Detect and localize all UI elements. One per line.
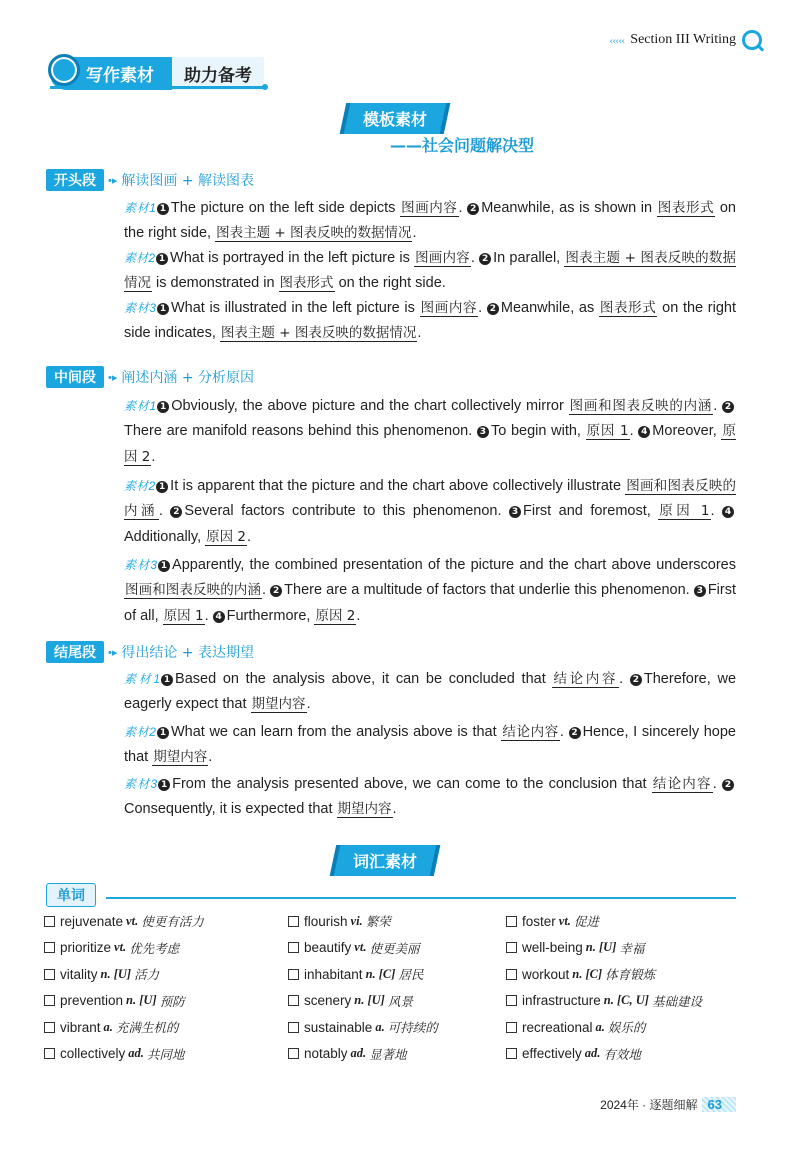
section-desc: 阐述内涵 + 分析原因 — [121, 370, 255, 386]
vocab-item — [44, 992, 185, 1010]
vocab-word: rejuvenate — [60, 913, 124, 929]
vocab-pos: ad. — [350, 1046, 367, 1060]
vocab-meaning: 优先考虑 — [129, 940, 180, 956]
checkbox-icon[interactable] — [44, 969, 55, 980]
section-title: Section III Writing — [630, 32, 736, 47]
vocab-meaning: 共同地 — [146, 1046, 185, 1062]
vocab-pos: a. — [375, 1019, 385, 1034]
text-span: Therefore, we eagerly expect that — [124, 671, 737, 713]
section-opening — [46, 169, 254, 191]
placeholder-blank: 结论内容 — [652, 776, 712, 792]
vocab-pos: n. [U] — [126, 993, 157, 1007]
text-span: Furthermore, — [226, 607, 315, 624]
number-badge: 2 — [487, 303, 499, 315]
text-span: Several factors contribute to this phenomenon. — [184, 503, 509, 520]
vocab-meaning: 可持续的 — [387, 1020, 438, 1035]
vocab-meaning: 使更美丽 — [369, 940, 420, 956]
vocab-divider — [106, 897, 736, 899]
placeholder-blank: 期望内容 — [337, 801, 392, 818]
vocab-pos: vi. — [350, 913, 363, 928]
vocab-pos: n. [U] — [585, 940, 617, 954]
vocab-word: flourish — [304, 913, 348, 929]
vocab-item — [506, 965, 655, 983]
checkbox-icon[interactable] — [44, 1048, 55, 1059]
title-underline-dot — [262, 84, 268, 90]
ending-sample-2 — [124, 720, 736, 771]
number-badge: 1 — [158, 560, 170, 572]
number-badge: 3 — [694, 585, 706, 597]
middle-sample-3 — [124, 553, 736, 629]
vocab-pos: vt. — [558, 913, 571, 928]
vocab-item — [288, 992, 413, 1010]
text-span: is demonstrated in — [152, 275, 279, 292]
template-banner-text: 模板素材 — [363, 110, 428, 129]
text-span: . — [412, 225, 417, 242]
text-span: It is apparent that the picture and the chart above collectively illustrate — [170, 478, 626, 494]
middle-sample-1 — [124, 394, 736, 470]
text-span: What is portrayed in the left picture is — [170, 250, 415, 266]
vocab-item — [288, 1018, 438, 1036]
text-span: . — [158, 503, 171, 520]
number-badge: 2 — [467, 203, 479, 215]
opening-sample-2 — [124, 246, 736, 297]
vocab-word: vitality — [60, 966, 98, 982]
vocab-pos: n. [U] — [354, 993, 385, 1007]
text-span: . — [247, 528, 252, 545]
text-span: . — [392, 801, 397, 818]
placeholder-blank: 原因 1 — [163, 607, 204, 624]
vocab-meaning: 使更有活力 — [141, 914, 204, 929]
vocab-meaning: 居民 — [398, 967, 424, 982]
checkbox-icon[interactable] — [288, 1048, 299, 1059]
vocab-word: workout — [522, 966, 570, 982]
vocab-word: foster — [522, 913, 556, 929]
vocab-word: infrastructure — [522, 993, 601, 1008]
text-span: The picture on the left side depicts — [170, 200, 401, 216]
vocab-meaning: 有效地 — [603, 1046, 641, 1062]
checkbox-icon[interactable] — [288, 1022, 299, 1033]
vocab-pos: ad. — [584, 1046, 601, 1060]
placeholder-blank: 结论内容 — [502, 724, 559, 740]
placeholder-blank: 原因 2 — [315, 607, 356, 624]
opening-sample-3 — [124, 296, 736, 347]
number-badge: 4 — [722, 506, 734, 518]
text-span: . — [151, 448, 156, 465]
vocab-word: well-being — [522, 940, 583, 955]
number-badge: 1 — [157, 303, 169, 315]
vocab-meaning: 促进 — [573, 914, 599, 929]
placeholder-blank: 图画内容 — [415, 250, 470, 266]
vocab-pos: a. — [103, 1019, 113, 1034]
vocab-item — [506, 992, 702, 1010]
vocab-meaning: 风景 — [387, 993, 413, 1009]
sample-label: 素材1 — [124, 201, 156, 215]
vocab-pos: n. [C] — [572, 966, 603, 981]
placeholder-blank: 原因 2 — [206, 528, 247, 545]
text-span: . — [629, 423, 639, 440]
opening-sample-1 — [124, 196, 736, 247]
vocab-item — [506, 1045, 641, 1063]
checkbox-icon[interactable] — [506, 1048, 517, 1059]
text-span: Meanwhile, as is shown in — [481, 200, 657, 216]
text-span: There are a multitude of factors that underlie this phenomenon. — [284, 582, 694, 599]
page-number: 63 — [702, 1097, 736, 1112]
vocab-item — [44, 1018, 178, 1036]
vocab-meaning: 幸福 — [619, 940, 645, 956]
ending-sample-1 — [124, 667, 736, 718]
vocab-tag: 单词 — [46, 883, 96, 907]
number-badge: 1 — [157, 203, 169, 215]
placeholder-blank: 图画内容 — [420, 300, 478, 316]
page-title — [50, 57, 172, 90]
middle-sample-2 — [124, 474, 736, 550]
vocab-item — [506, 912, 599, 930]
vocab-word: scenery — [304, 993, 352, 1008]
text-span: Hence, I sincerely hope that — [124, 724, 736, 766]
checkbox-icon[interactable] — [288, 969, 299, 980]
placeholder-blank: 原因 1 — [586, 423, 629, 440]
vocab-pos: ad. — [128, 1046, 144, 1060]
text-span: on the right side. — [334, 275, 446, 292]
placeholder-blank: 期望内容 — [251, 696, 306, 713]
checkbox-icon[interactable] — [506, 916, 517, 927]
sample-label: 素材2 — [124, 251, 156, 265]
placeholder-blank: 图表主题 + 图表反映的数据情况 — [220, 325, 417, 342]
placeholder-blank: 图表形式 — [599, 300, 657, 316]
vocab-word: effectively — [522, 1046, 582, 1061]
page-title-bar — [50, 58, 264, 88]
number-badge: 1 — [161, 674, 173, 686]
number-badge: 2 — [170, 506, 182, 518]
vocab-item — [44, 939, 179, 957]
placeholder-blank: 图画内容 — [401, 200, 458, 216]
number-badge: 2 — [270, 585, 282, 597]
text-span: . — [458, 200, 468, 216]
vocab-meaning: 活力 — [134, 967, 160, 982]
checkbox-icon[interactable] — [506, 942, 517, 953]
template-subtitle: ——社会问题解决型 — [390, 136, 535, 155]
placeholder-blank: 图画和图表反映的内涵 — [569, 398, 713, 414]
number-badge: 2 — [569, 727, 581, 739]
text-span: First of all, — [124, 582, 737, 624]
sample-label: 素材3 — [124, 777, 158, 791]
section-tag: 中间段 — [46, 366, 104, 388]
section-middle — [46, 366, 254, 388]
search-q-icon — [742, 30, 762, 50]
placeholder-blank: 原因 1 — [659, 503, 710, 520]
title-underline — [50, 86, 265, 89]
checkbox-icon[interactable] — [506, 1022, 517, 1033]
vocab-pos: n. [U] — [100, 966, 132, 981]
number-badge: 3 — [509, 506, 521, 518]
vocab-pos: n. [C, U] — [603, 993, 649, 1007]
arrow-icon: •▸ — [108, 646, 118, 659]
section-desc: 得出结论 + 表达期望 — [121, 645, 255, 661]
vocab-banner-text: 词汇素材 — [353, 852, 418, 871]
vocab-item — [506, 939, 644, 957]
vocab-meaning: 娱乐的 — [607, 1020, 646, 1035]
vocab-pos: a. — [595, 1019, 605, 1034]
section-tag: 结尾段 — [46, 641, 104, 663]
vocab-meaning: 预防 — [159, 993, 185, 1009]
vocab-meaning: 充满生机的 — [115, 1020, 179, 1035]
section-desc: 解读图画 + 解读图表 — [121, 173, 255, 189]
text-span: There are manifold reasons behind this phenomenon. — [124, 423, 477, 440]
number-badge: 4 — [213, 611, 225, 623]
number-badge: 2 — [722, 401, 734, 413]
text-span: . — [306, 696, 311, 713]
checkbox-icon[interactable] — [506, 995, 517, 1006]
text-span: . — [208, 749, 213, 766]
vocab-word: collectively — [60, 1046, 126, 1061]
vocab-pos: vt. — [354, 940, 367, 954]
text-span: Obviously, the above picture and the chart collectively mirror — [171, 398, 569, 414]
number-badge: 2 — [722, 779, 734, 791]
text-span: on the right side, — [124, 200, 736, 242]
text-span: . — [356, 607, 361, 624]
vocab-word: prioritize — [60, 940, 112, 955]
text-span: Based on the analysis above, it can be concluded that — [175, 671, 553, 687]
number-badge: 3 — [477, 426, 489, 438]
text-span: . — [470, 250, 480, 266]
vocab-banner — [333, 845, 437, 876]
text-span: . — [619, 671, 630, 687]
page-subtitle: 助力备考 — [172, 57, 264, 90]
page-footer — [600, 1096, 736, 1113]
text-span: Meanwhile, as — [500, 300, 599, 316]
arrows-icon: ‹‹‹‹‹ — [609, 32, 625, 47]
vocab-item — [44, 912, 204, 930]
number-badge: 1 — [156, 253, 168, 265]
placeholder-blank: 期望内容 — [153, 749, 208, 766]
number-badge: 2 — [630, 674, 642, 686]
vocab-pos: n. [C] — [365, 966, 396, 981]
text-span: . — [710, 503, 723, 520]
placeholder-blank: 原因 2 — [124, 423, 736, 465]
vocab-word: notably — [304, 1046, 348, 1061]
template-banner — [343, 103, 447, 134]
placeholder-blank: 图表形式 — [657, 200, 715, 216]
text-span: Moreover, — [652, 423, 722, 440]
number-badge: 4 — [638, 426, 650, 438]
vocab-header — [46, 883, 736, 905]
vocab-word: sustainable — [304, 1019, 373, 1035]
text-span: . — [204, 607, 213, 624]
vocab-pos: vt. — [114, 940, 127, 954]
text-span: . — [713, 398, 723, 414]
sample-label: 素材2 — [124, 479, 156, 493]
vocab-item — [288, 912, 391, 930]
text-span: Apparently, the combined presentation of the picture and the chart above underscores — [172, 557, 736, 573]
sample-label: 素材1 — [124, 672, 161, 686]
placeholder-blank: 图画和图表反映的内涵 — [125, 582, 261, 599]
checkbox-icon[interactable] — [44, 1022, 55, 1033]
vocab-item — [44, 965, 159, 983]
text-span: Consequently, it is expected that — [124, 801, 337, 818]
ending-sample-3 — [124, 772, 736, 823]
arrow-icon: •▸ — [108, 174, 118, 187]
placeholder-blank: 图表形式 — [279, 275, 334, 292]
magnifier-icon — [48, 54, 80, 86]
section-tag: 开头段 — [46, 169, 104, 191]
checkbox-icon[interactable] — [506, 969, 517, 980]
checkbox-icon[interactable] — [288, 942, 299, 953]
sample-label: 素材3 — [124, 301, 156, 315]
sample-label: 素材3 — [124, 558, 158, 572]
number-badge: 1 — [156, 481, 168, 493]
text-span: . — [712, 776, 723, 792]
number-badge: 2 — [479, 253, 491, 265]
vocab-meaning: 基础建设 — [651, 993, 702, 1009]
text-span: Additionally, — [124, 528, 206, 545]
vocab-item — [288, 939, 419, 957]
text-span: What we can learn from the analysis above is that — [170, 724, 502, 740]
section-ending — [46, 641, 254, 663]
vocab-item — [288, 965, 423, 983]
vocab-pos: vt. — [126, 913, 139, 928]
placeholder-blank: 图表主题 + 图表反映的数据情况 — [216, 225, 412, 242]
checkbox-icon[interactable] — [288, 916, 299, 927]
vocab-word: recreational — [522, 1019, 593, 1035]
sample-label: 素材2 — [124, 725, 156, 739]
placeholder-blank: 图表主题 + 图表反映的数据情况 — [124, 250, 737, 292]
vocab-word: inhabitant — [304, 966, 363, 982]
checkbox-icon[interactable] — [44, 942, 55, 953]
text-span: . — [478, 300, 487, 316]
vocab-item — [44, 1045, 184, 1063]
number-badge: 1 — [157, 727, 169, 739]
number-badge: 1 — [157, 401, 169, 413]
text-span: . — [262, 582, 271, 599]
page-title-text: 写作素材 — [86, 65, 154, 86]
text-span: In parallel, — [493, 250, 565, 266]
text-span: . — [417, 325, 422, 342]
vocab-word: beautify — [304, 940, 352, 955]
text-span: on the right side indicates, — [124, 300, 737, 342]
vocab-item — [506, 1018, 645, 1036]
vocab-word: vibrant — [60, 1019, 101, 1035]
vocab-meaning: 繁荣 — [365, 914, 391, 929]
vocab-item — [288, 1045, 407, 1063]
vocab-word: prevention — [60, 993, 124, 1008]
vocab-meaning: 体育锻炼 — [605, 967, 656, 982]
vocab-meaning: 显著地 — [369, 1046, 407, 1062]
text-span: From the analysis presented above, we can come to the conclusion that — [172, 776, 652, 792]
sample-label: 素材1 — [124, 399, 157, 413]
placeholder-blank: 图画和图表反映的内涵 — [124, 478, 736, 520]
placeholder-blank: 结论内容 — [553, 671, 619, 687]
arrow-icon: •▸ — [108, 371, 118, 384]
running-header — [609, 30, 762, 50]
text-span: . — [559, 724, 569, 740]
text-span: What is illustrated in the left picture is — [170, 300, 420, 316]
text-span: To begin with, — [490, 423, 586, 440]
checkbox-icon[interactable] — [44, 916, 55, 927]
checkbox-icon[interactable] — [288, 995, 299, 1006]
text-span: First and foremost, — [523, 503, 659, 520]
checkbox-icon[interactable] — [44, 995, 55, 1006]
number-badge: 1 — [158, 779, 170, 791]
footer-text: 2024年 · 逐题细解 — [600, 1098, 698, 1112]
